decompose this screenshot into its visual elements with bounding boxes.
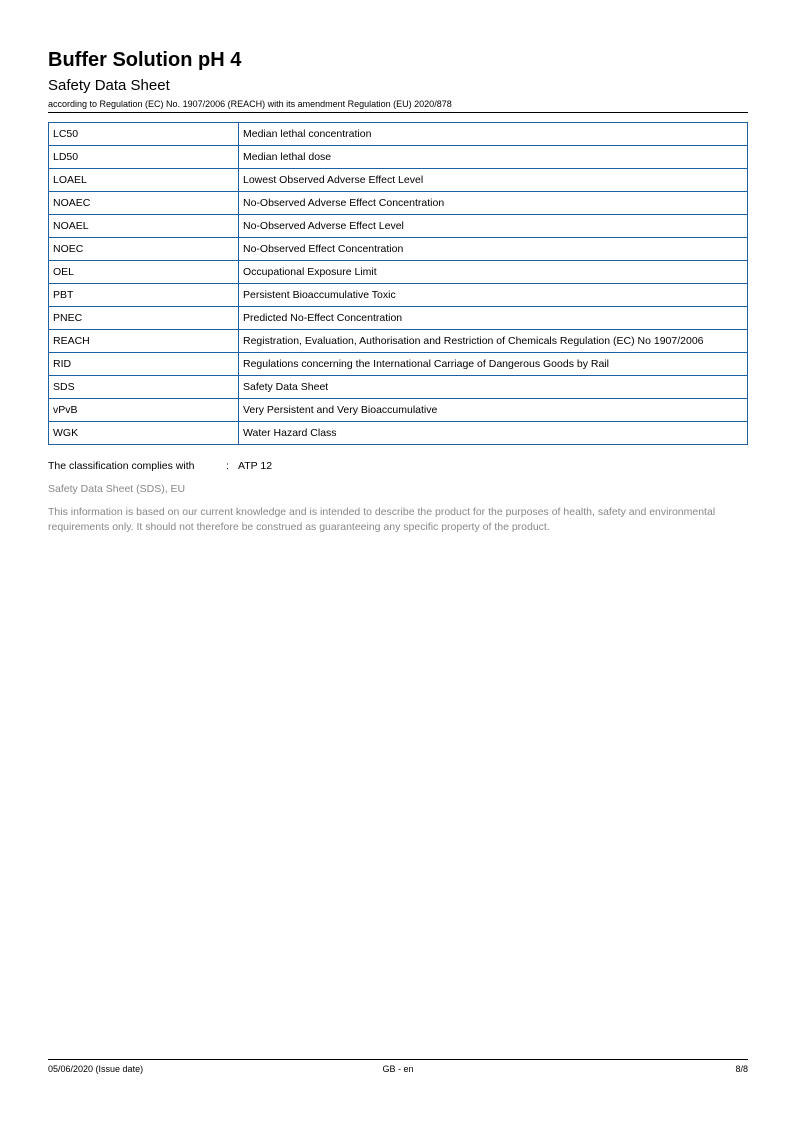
table-row [49, 123, 748, 146]
meaning-cell: Median lethal concentration [239, 123, 748, 146]
table-row [49, 146, 748, 169]
meaning-cell: Persistent Bioaccumulative Toxic [239, 284, 748, 307]
table-row [49, 422, 748, 445]
table-row [49, 192, 748, 215]
table-row [49, 330, 748, 353]
abbreviation-cell: SDS [49, 376, 239, 399]
abbreviation-cell: OEL [49, 261, 239, 284]
classification-line [48, 460, 272, 472]
meaning-cell: Registration, Evaluation, Authorisation and Restriction of Chemicals Regulation (EC) No 1907/2006 [239, 330, 748, 353]
regulation-note: according to Regulation (EC) No. 1907/2006 (REACH) with its amendment Regulation (EU) 2020/878 [48, 99, 452, 109]
product-title: Buffer Solution pH 4 [48, 49, 242, 71]
meaning-cell: Lowest Observed Adverse Effect Level [239, 169, 748, 192]
abbreviations-table [48, 122, 748, 445]
abbreviation-cell: LOAEL [49, 169, 239, 192]
table-row [49, 284, 748, 307]
issue-date: 05/06/2020 (Issue date) [48, 1064, 144, 1074]
abbreviation-cell: LD50 [49, 146, 239, 169]
abbreviation-cell: PBT [49, 284, 239, 307]
abbreviation-cell: vPvB [49, 399, 239, 422]
meaning-cell: No-Observed Adverse Effect Level [239, 215, 748, 238]
meaning-cell: Safety Data Sheet [239, 376, 748, 399]
table-row [49, 215, 748, 238]
classification-label: The classification complies with [48, 460, 195, 472]
table-row [49, 261, 748, 284]
table-row [49, 169, 748, 192]
abbreviation-cell: NOAEC [49, 192, 239, 215]
meaning-cell: Water Hazard Class [239, 422, 748, 445]
page-number: 8/8 [735, 1064, 748, 1074]
footer-divider [48, 1059, 748, 1060]
table-row [49, 307, 748, 330]
abbreviation-cell: LC50 [49, 123, 239, 146]
meaning-cell: Predicted No-Effect Concentration [239, 307, 748, 330]
table-row [49, 376, 748, 399]
meaning-cell: Regulations concerning the International Carriage of Dangerous Goods by Rail [239, 353, 748, 376]
meaning-cell: Very Persistent and Very Bioaccumulative [239, 399, 748, 422]
table-row [49, 238, 748, 261]
classification-separator: : [226, 460, 229, 472]
document-subtitle: Safety Data Sheet [48, 77, 170, 94]
abbreviation-cell: NOEC [49, 238, 239, 261]
table-row [49, 353, 748, 376]
abbreviation-cell: REACH [49, 330, 239, 353]
abbreviation-cell: PNEC [49, 307, 239, 330]
sds-note: Safety Data Sheet (SDS), EU [48, 483, 186, 495]
header-divider [48, 112, 748, 113]
document-header [48, 48, 748, 110]
abbreviation-cell: RID [49, 353, 239, 376]
abbreviation-cell: WGK [49, 422, 239, 445]
disclaimer-text: This information is based on our current knowledge and is intended to describe the product for the purposes of health, safety and environmental requirements only. It should not therefore be construed as guaranteeing any specific property of the product. [48, 506, 716, 533]
abbreviation-cell: NOAEL [49, 215, 239, 238]
language-code: GB - en [382, 1064, 414, 1074]
meaning-cell: No-Observed Effect Concentration [239, 238, 748, 261]
meaning-cell: Median lethal dose [239, 146, 748, 169]
meaning-cell: Occupational Exposure Limit [239, 261, 748, 284]
table-row [49, 399, 748, 422]
classification-value: ATP 12 [238, 460, 273, 472]
meaning-cell: No-Observed Adverse Effect Concentration [239, 192, 748, 215]
